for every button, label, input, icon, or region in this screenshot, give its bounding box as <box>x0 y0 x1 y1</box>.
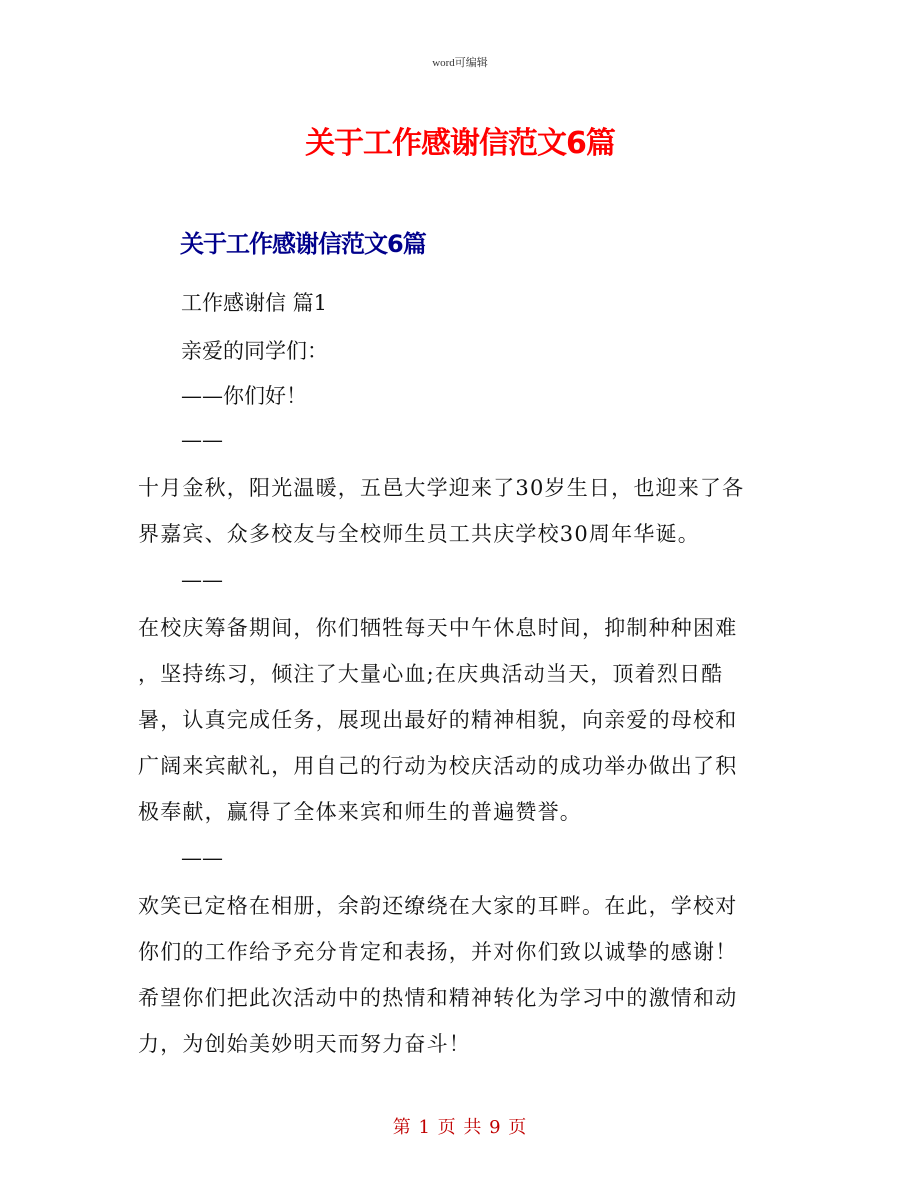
paragraph-line: 暑，认真完成任务，展现出最好的精神相貌，向亲爱的母校和 <box>138 708 738 732</box>
paragraph-line: 希望你们把此次活动中的热情和精神转化为学习中的激情和动 <box>138 986 738 1010</box>
document-title: 关于工作感谢信范文6篇 <box>305 126 615 161</box>
page-number: 第 1 页 共 9 页 <box>392 1117 528 1138</box>
salutation: ——你们好！ <box>181 384 307 408</box>
paragraph-line: 欢笑已定格在相册，余韵还缭绕在大家的耳畔。在此，学校对 <box>138 894 738 918</box>
document-subtitle: 关于工作感谢信范文6篇 <box>180 230 426 258</box>
dash-separator: —— <box>181 568 223 592</box>
paragraph-line: 广阔来宾献礼，用自己的行动为校庆活动的成功举办做出了积 <box>138 754 738 778</box>
paragraph-line: 力，为创始美妙明天而努力奋斗！ <box>138 1032 471 1056</box>
paragraph-line: 极奉献，赢得了全体来宾和师生的普遍赞誉。 <box>138 800 582 824</box>
paragraph-line: 界嘉宾、众多校友与全校师生员工共庆学校30周年华诞。 <box>138 522 700 546</box>
paragraph-line: 在校庆筹备期间，你们牺牲每天中午休息时间，抑制种种困难 <box>138 616 738 640</box>
dash-separator: —— <box>181 846 223 870</box>
paragraph-line: 十月金秋，阳光温暖，五邑大学迎来了30岁生日，也迎来了各 <box>138 476 745 500</box>
greeting: 亲爱的同学们： <box>181 339 328 363</box>
header-note: word可编辑 <box>432 57 488 69</box>
dash-separator: —— <box>181 428 223 452</box>
section-heading: 工作感谢信 篇1 <box>181 291 328 315</box>
paragraph-line: ，坚持练习，倾注了大量心血;在庆典活动当天，顶着烈日酷 <box>138 662 724 686</box>
paragraph-line: 你们的工作给予充分肯定和表扬，并对你们致以诚挚的感谢！ <box>138 940 738 964</box>
